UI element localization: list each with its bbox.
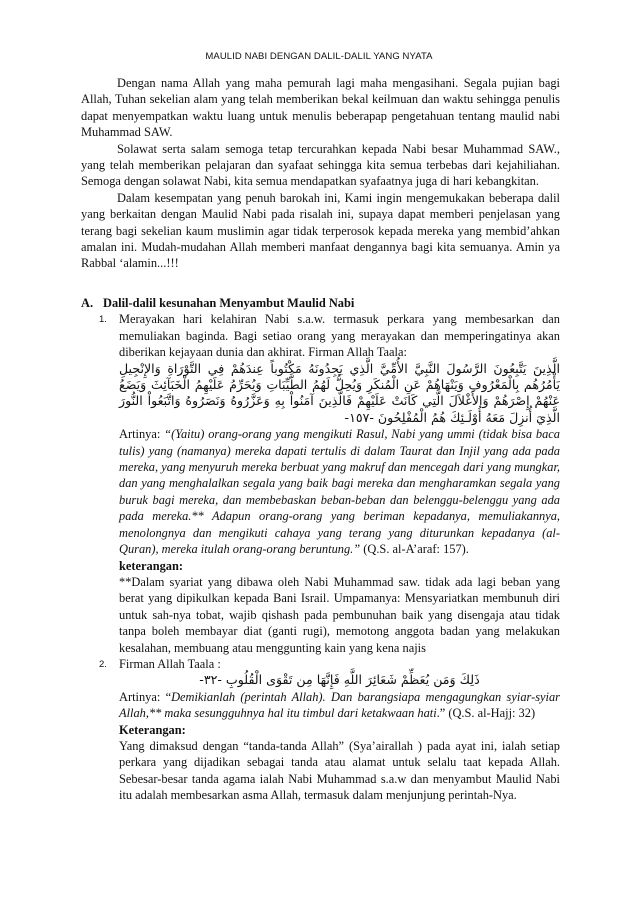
list-item [99, 311, 561, 656]
translation-text: Demikianlah (perintah Allah). Dan barangsiapa mengagungkan syiar-syiar Allah,** maka sesungguhnya hal itu timbul dari ketakwaan hati [119, 689, 560, 721]
intro-paragraph: Dengan nama Allah yang maha pemurah lagi maha mengasihani. Segala pujian bagi Allah, Tuhan sekelian alam yang telah memberikan bekal keilmuan dan waktu sehingga penulis dapat menyempatkan waktu luang untuk menulis beberapap pengetahuan tentang maulid nabi Muhammad SAW. [81, 76, 560, 140]
item-number: 1. [99, 314, 107, 326]
item-number: 2. [99, 658, 107, 670]
verse-reference: .” (Q.S. al-Hajj: 32) [436, 706, 536, 721]
translation [119, 426, 560, 557]
translation-text: “(Yaitu) orang-orang yang mengikuti Rasul, Nabi yang ummi (tidak bisa baca tulis) yang (namanya) mereka dapati tertulis di dalam Taurat dan Injil yang ada pada mereka, yang menyuruh mereka berbuat yang makruf dan mencegah dari yang mungkar, dan yang menghalalkan segala yang baik bagi mereka dan mengharamkan segala yang buruk bagi mereka, dan membebaskan beban-beban dan belenggu-belenggu yang ada pada mereka.** Adapun orang-orang yang beriman kepadanya, memuliakannya, menolongnya dan mengikuti cahaya yang terang yang diturunkan kepadanya (al-Quran), mereka itulah orang-orang beruntung.” [119, 427, 561, 557]
intro-section [81, 75, 560, 272]
arabic-verse: الَّذِينَ يَتَّبِعُونَ الرَّسُولَ النَّبِيَّ الأُمِّيَّ الَّذِي يَجِدُونَهُ مَكْتُوباً عِندَهُمْ فِي التَّوْرَاةِ وَالإِنْجِيلِ يَأْمُرُهُم بِالْمَعْرُوفِ وَيَنْهَاهُمْ عَنِ الْمُنكَرِ وَيُحِلُّ لَهُمُ الطَّيِّبَاتِ وَيُحَرِّمُ عَلَيْهِمُ الْخَبَآئِثَ وَيَضَعُ عَنْهُمْ إِصْرَهُمْ وَالأَغْلاَلَ الَّتِي كَانَتْ عَلَيْهِمْ فَالَّذِينَ آمَنُواْ بِهِ وَعَزَّرُوهُ وَنَصَرُوهُ وَاتَّبَعُواْ النُّورَ الَّذِيَ أُنزِلَ مَعَهُ أُوْلَـئِكَ هُمُ الْمُفْلِحُونَ -١٥٧- [119, 360, 560, 425]
item-text: Firman Allah Taala : [119, 656, 221, 671]
translation-prefix: Artinya: [119, 427, 165, 442]
section-heading [81, 295, 560, 311]
note-label: Keterangan: [119, 722, 186, 737]
translation-prefix: Artinya: “ [119, 689, 172, 704]
note-label: keterangan: [119, 558, 184, 573]
section-a [81, 295, 560, 804]
section-heading-text: Dalil-dalil kesunahan Menyambut Maulid Nabi [103, 296, 355, 310]
translation [119, 689, 560, 722]
note-text: **Dalam syariat yang dibawa oleh Nabi Muhammad saw. tidak ada lagi beban yang berat yang dipikulkan kepada Bani Israil. Umpamanya: Mensyariatkan membunuh diri untuk sah-nya tobat, wajib qishash pada pembunuhan baik yang disengaja atau tidak tanpa boleh membayar diat (ganti rugi), memotong anggota badan yang melakukan kesalahan, membuang atau menggunting kain yang kena najis [119, 574, 560, 655]
section-letter: A. [81, 296, 94, 310]
intro-paragraph: Solawat serta salam semoga tetap tercurahkan kepada Nabi besar Muhammad SAW., yang telah memberikan pelajaran dan syafaat sehingga kita semua terbebas dari kejahiliahan. Semoga dengan solawat Nabi, kita semua mendapatkan syafaatnya juga di hari kebangkitan. [81, 141, 560, 189]
arabic-verse: ذَلِكَ وَمَن يُعَظِّمْ شَعَائِرَ اللَّهِ فَإِنَّهَا مِن تَقْوَى الْقُلُوبِ -٣٢- [199, 672, 480, 688]
note-text: Yang dimaksud dengan “tanda-tanda Allah” (Sya’airallah ) pada ayat ini, ialah setiap perkara yang dijadikan sebagai tanda atau alamat untuk selalu taat kepada Allah. Sebesar-besar tanda agama ialah Nabi Muhammad s.a.w dan menyambut Maulid Nabi itu adalah membesarkan asma Allah, termasuk dalam menjunjung perintah-Nya. [119, 738, 560, 803]
list-item [99, 656, 560, 804]
item-text: Merayakan hari kelahiran Nabi s.a.w. termasuk perkara yang membesarkan dan memuliakan baginda. Bagi setiao orang yang merayakan dan memperingatinya akan diberikan kejayaan dunia dan akhirat. Firman Allah Taala: [119, 312, 560, 360]
verse-reference: (Q.S. al-A’araf: 157). [360, 542, 469, 557]
intro-paragraph: Dalam kesempatan yang penuh barokah ini, Kami ingin mengemukakan beberapa dalil yang berkaitan dengan Maulid Nabi pada risalah ini, supaya dapat memberi penjelasan yang terang bagi sekelian kaum muslimin agar tidak terperosok kepada mereka yang membid’ahkan amalan ini. Mudah-mudahan Allah memberi manfaat dengannya bagi kita semuanya. Amin ya Rabbal ‘alamin...!!! [81, 190, 560, 271]
document-title: MAULID NABI DENGAN DALIL-DALIL YANG NYATA [205, 51, 433, 62]
